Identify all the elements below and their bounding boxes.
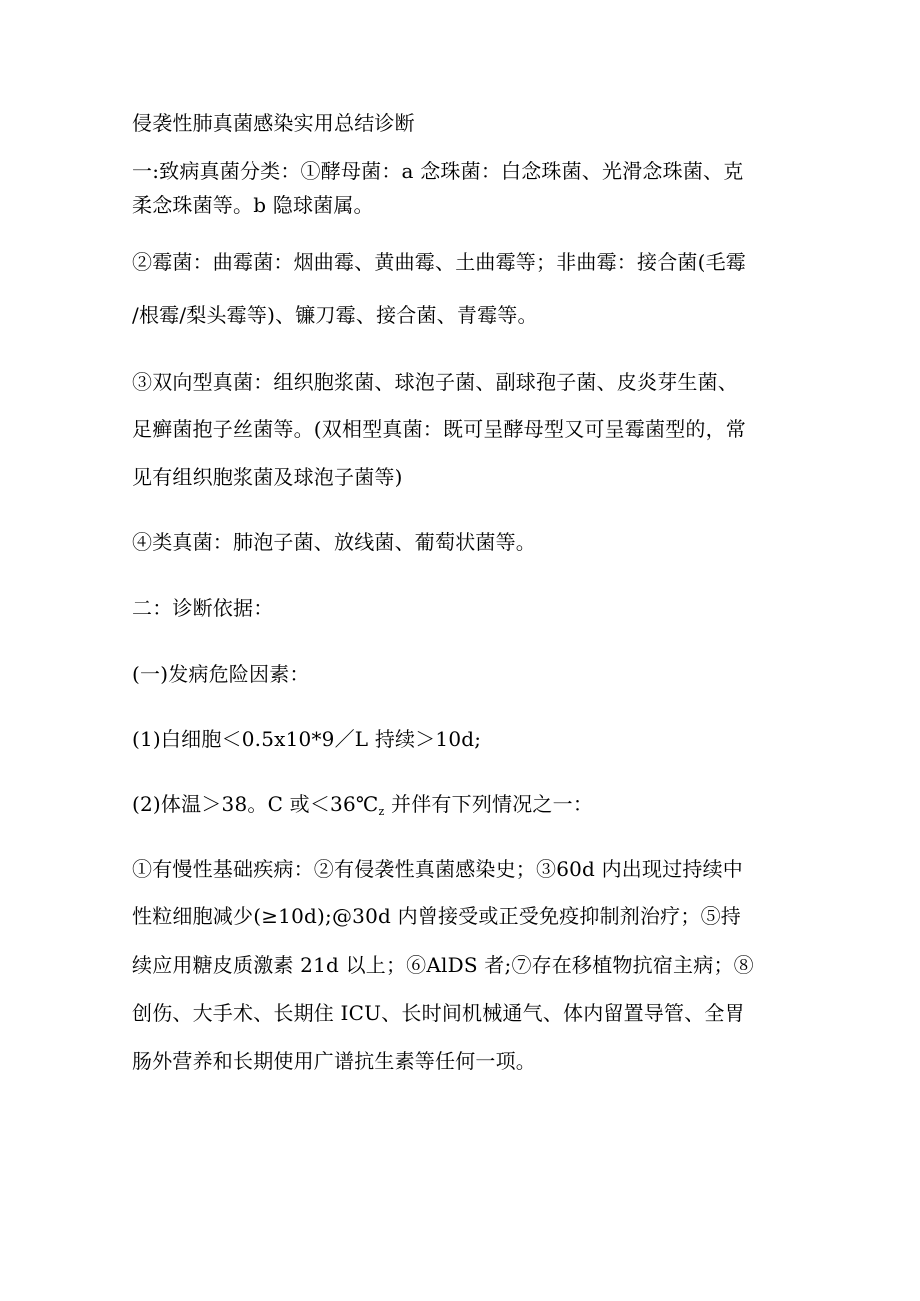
paragraph-9-line-2: 性粒细胞减少(≥10d);@30d 内曾接受或正受免疫抑制剂治疗；⑤持 [132,904,741,928]
section-heading-diagnosis: 二：诊断依据： [132,596,274,620]
paragraph-3-line-3: 见有组织胞浆菌及球泡子菌等) [132,465,403,489]
criterion-2-tail: 并伴有下列情况之一： [384,792,594,816]
paragraph-2-line-1: ②霉菌：曲霉菌：烟曲霉、黄曲霉、土曲霉等；非曲霉：接合菌(毛霉 [132,250,747,274]
paragraph-1-line-2: 柔念珠菌等。b 隐球菌属。 [132,193,374,217]
paragraph-3-line-2: 足癣菌抱子丝菌等。(双相型真菌：既可呈酵母型又可呈霉菌型的，常 [132,417,747,441]
paragraph-3-line-1: ③双向型真菌：组织胞浆菌、球泡子菌、副球孢子菌、皮炎芽生菌、 [132,370,738,394]
criterion-1: (1)白细胞＜0.5ⅹ10*9／L 持续＞10d; [132,727,482,751]
paragraph-4-line-1: ④类真菌：肺泡子菌、放线菌、葡萄状菌等。 [132,530,536,554]
criterion-2 [132,792,593,824]
paragraph-9-line-3: 续应用糖皮质激素 21d 以上；⑥AlDS 者;⑦存在移植物抗宿主病；⑧ [132,953,754,977]
paragraph-2-line-2: /根霉/梨头霉等)、镰刀霉、接合菌、青霉等。 [132,303,538,327]
paragraph-9-line-1: ①有慢性基础疾病：②有侵袭性真菌感染史；③60d 内出现过持续中 [132,857,744,881]
paragraph-9-line-5: 肠外营养和长期使用广谱抗生素等任何一项。 [132,1049,536,1073]
criterion-2-main: (2)体温＞38。C 或＜36℃ [132,792,379,816]
paragraph-1-line-1: 一:致病真菌分类：①酵母菌：a 念珠菌：白念珠菌、光滑念珠菌、克 [132,159,744,183]
document-title: 侵袭性肺真菌感染实用总结诊断 [132,111,415,135]
subsection-heading-risk-factors: (一)发病危险因素： [132,662,310,686]
criterion-2-subscript: z [378,805,385,818]
paragraph-9-line-4: 创伤、大手术、长期住 ICU、长时间机械通气、体内留置导管、全胃 [132,1001,745,1025]
